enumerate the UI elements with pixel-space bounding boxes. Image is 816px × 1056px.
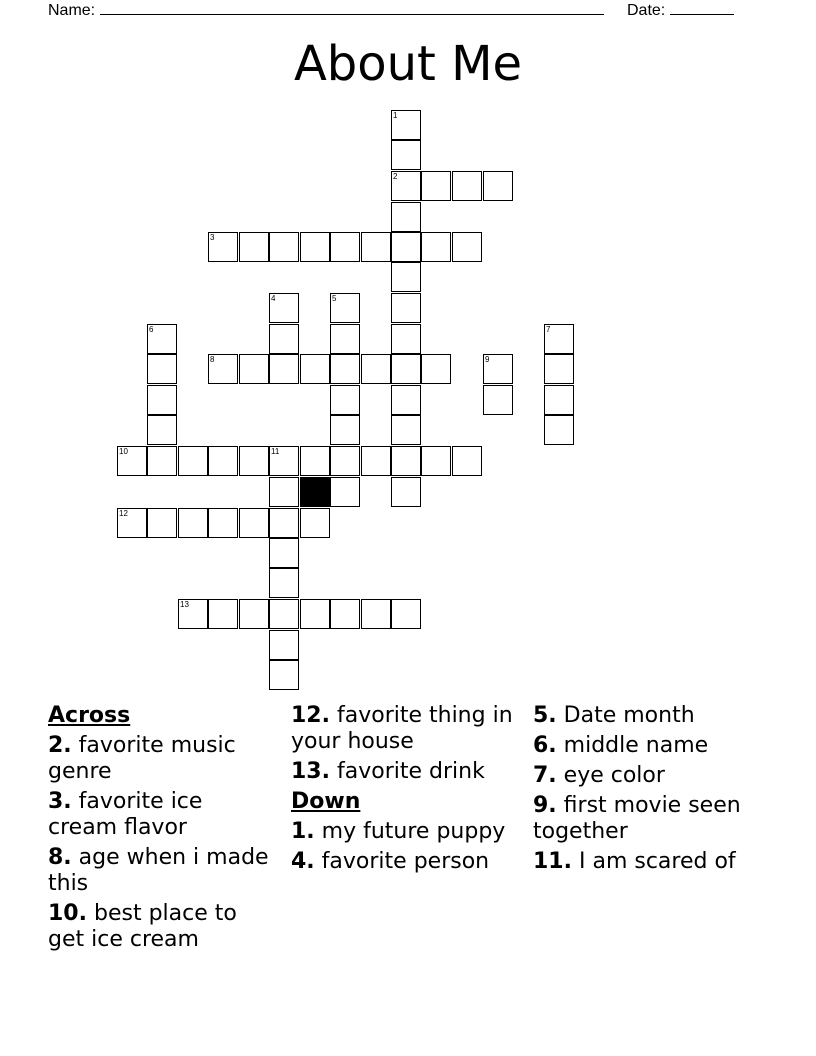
crossword-cell[interactable] xyxy=(269,568,299,598)
clue-number: 7. xyxy=(533,763,557,788)
clue-column-2 xyxy=(291,703,521,879)
crossword-cell[interactable] xyxy=(239,508,269,538)
cell-number: 6 xyxy=(149,325,154,334)
crossword-cell[interactable] xyxy=(269,354,299,384)
clue-down-6 xyxy=(533,733,803,759)
crossword-cell[interactable] xyxy=(147,324,177,354)
clue-number: 11. xyxy=(533,849,572,874)
crossword-cell[interactable] xyxy=(330,324,360,354)
crossword-cell[interactable] xyxy=(391,446,421,476)
crossword-cell[interactable] xyxy=(208,446,238,476)
clue-down-4 xyxy=(291,849,521,875)
clue-down-5 xyxy=(533,703,803,729)
crossword-cell[interactable] xyxy=(361,232,391,262)
black-cell xyxy=(300,477,330,507)
crossword-cell[interactable] xyxy=(330,232,360,262)
cell-number: 8 xyxy=(210,355,215,364)
crossword-cell[interactable] xyxy=(483,354,513,384)
crossword-cell[interactable] xyxy=(269,630,299,660)
cell-number: 13 xyxy=(180,600,189,609)
crossword-cell[interactable] xyxy=(147,385,177,415)
clue-down-11 xyxy=(533,849,803,875)
crossword-cell[interactable] xyxy=(544,415,574,445)
clue-text: Date month xyxy=(563,703,695,728)
clue-text: my future puppy xyxy=(321,819,506,844)
clue-across-13 xyxy=(291,759,521,785)
cell-number: 4 xyxy=(271,294,276,303)
clue-number: 3. xyxy=(48,789,72,814)
clue-number: 5. xyxy=(533,703,557,728)
cell-number: 3 xyxy=(210,233,215,242)
crossword-cell[interactable] xyxy=(269,599,299,629)
crossword-cell[interactable] xyxy=(452,171,482,201)
clue-across-12 xyxy=(291,703,521,755)
crossword-cell[interactable] xyxy=(391,262,421,292)
cell-number: 9 xyxy=(485,355,490,364)
crossword-cell[interactable] xyxy=(391,354,421,384)
clue-down-9 xyxy=(533,793,803,845)
crossword-cell[interactable] xyxy=(391,415,421,445)
crossword-cell[interactable] xyxy=(421,171,451,201)
clue-text: favorite drink xyxy=(336,759,485,784)
clue-column-1 xyxy=(48,703,278,957)
crossword-cell[interactable] xyxy=(452,232,482,262)
crossword-cell[interactable] xyxy=(269,508,299,538)
clue-text: favorite thing in your house xyxy=(291,703,513,754)
crossword-cell[interactable] xyxy=(208,354,238,384)
crossword-cell[interactable] xyxy=(330,599,360,629)
crossword-cell[interactable] xyxy=(178,599,208,629)
date-label: Date: xyxy=(627,2,666,19)
crossword-cell[interactable] xyxy=(117,508,147,538)
crossword-cell[interactable] xyxy=(147,354,177,384)
crossword-cell[interactable] xyxy=(452,446,482,476)
cell-number: 10 xyxy=(119,447,128,456)
clue-across-10 xyxy=(48,901,278,953)
crossword-cell[interactable] xyxy=(147,415,177,445)
clue-text: first movie seen together xyxy=(533,793,741,844)
clue-number: 2. xyxy=(48,733,72,758)
crossword-cell[interactable] xyxy=(483,171,513,201)
clue-text: middle name xyxy=(563,733,709,758)
cell-number: 7 xyxy=(546,325,551,334)
crossword-cell[interactable] xyxy=(330,415,360,445)
cell-number: 12 xyxy=(119,509,128,518)
crossword-cell[interactable] xyxy=(117,446,147,476)
clue-number: 8. xyxy=(48,845,72,870)
crossword-cell[interactable] xyxy=(391,110,421,140)
cell-number: 11 xyxy=(271,447,280,456)
crossword-cell[interactable] xyxy=(330,477,360,507)
crossword-cell[interactable] xyxy=(483,385,513,415)
crossword-cell[interactable] xyxy=(208,508,238,538)
crossword-cell[interactable] xyxy=(178,446,208,476)
crossword-cell[interactable] xyxy=(330,385,360,415)
crossword-cell[interactable] xyxy=(361,446,391,476)
crossword-cell[interactable] xyxy=(300,446,330,476)
crossword-cell[interactable] xyxy=(239,446,269,476)
crossword-cell[interactable] xyxy=(208,232,238,262)
crossword-cell[interactable] xyxy=(300,354,330,384)
clue-text: eye color xyxy=(563,763,665,788)
crossword-cell[interactable] xyxy=(239,354,269,384)
crossword-cell[interactable] xyxy=(269,477,299,507)
crossword-cell[interactable] xyxy=(208,599,238,629)
cell-number: 2 xyxy=(393,172,398,181)
crossword-cell[interactable] xyxy=(391,232,421,262)
crossword-cell[interactable] xyxy=(178,508,208,538)
crossword-cell[interactable] xyxy=(544,385,574,415)
across-heading: Across xyxy=(48,703,131,728)
crossword-cell[interactable] xyxy=(391,385,421,415)
crossword-cell[interactable] xyxy=(391,202,421,232)
clue-column-3 xyxy=(533,703,803,879)
clue-number: 12. xyxy=(291,703,330,728)
crossword-cell[interactable] xyxy=(544,354,574,384)
cell-number: 1 xyxy=(393,111,398,120)
clue-across-2 xyxy=(48,733,278,785)
crossword-cell[interactable] xyxy=(361,354,391,384)
crossword-cell[interactable] xyxy=(391,140,421,170)
crossword-cell[interactable] xyxy=(300,599,330,629)
clue-text: favorite music genre xyxy=(48,733,236,784)
clue-number: 6. xyxy=(533,733,557,758)
clue-number: 1. xyxy=(291,819,315,844)
clue-text: age when i made this xyxy=(48,845,269,896)
down-heading: Down xyxy=(291,789,361,814)
clue-number: 4. xyxy=(291,849,315,874)
clue-number: 9. xyxy=(533,793,557,818)
page-title: About Me xyxy=(293,36,523,92)
clue-across-3 xyxy=(48,789,278,841)
crossword-cell[interactable] xyxy=(269,446,299,476)
clue-text: favorite person xyxy=(321,849,490,874)
clue-text: best place to get ice cream xyxy=(48,901,237,952)
crossword-cell[interactable] xyxy=(147,508,177,538)
crossword-cell[interactable] xyxy=(391,171,421,201)
crossword-cell[interactable] xyxy=(300,508,330,538)
crossword-cell[interactable] xyxy=(269,324,299,354)
crossword-cell[interactable] xyxy=(421,232,451,262)
crossword-cell[interactable] xyxy=(239,232,269,262)
crossword-cell[interactable] xyxy=(269,538,299,568)
crossword-cell[interactable] xyxy=(361,599,391,629)
crossword-cell[interactable] xyxy=(330,293,360,323)
crossword-cell[interactable] xyxy=(391,599,421,629)
crossword-cell[interactable] xyxy=(239,599,269,629)
cell-number: 5 xyxy=(332,294,337,303)
crossword-cell[interactable] xyxy=(391,293,421,323)
crossword-cell[interactable] xyxy=(391,477,421,507)
clue-down-1 xyxy=(291,819,521,845)
name-label: Name: xyxy=(48,2,96,19)
clue-down-7 xyxy=(533,763,803,789)
crossword-cell[interactable] xyxy=(544,324,574,354)
crossword-cell[interactable] xyxy=(269,660,299,690)
clue-text: favorite ice cream flavor xyxy=(48,789,203,840)
crossword-cell[interactable] xyxy=(147,446,177,476)
crossword-cell[interactable] xyxy=(421,446,451,476)
clue-number: 10. xyxy=(48,901,87,926)
crossword-cell[interactable] xyxy=(269,232,299,262)
clue-text: I am scared of xyxy=(578,849,736,874)
crossword-cell[interactable] xyxy=(300,232,330,262)
crossword-cell[interactable] xyxy=(421,354,451,384)
crossword-cell[interactable] xyxy=(330,354,360,384)
clue-number: 13. xyxy=(291,759,330,784)
crossword-cell[interactable] xyxy=(269,293,299,323)
crossword-cell[interactable] xyxy=(330,446,360,476)
crossword-cell[interactable] xyxy=(391,324,421,354)
clue-across-8 xyxy=(48,845,278,897)
